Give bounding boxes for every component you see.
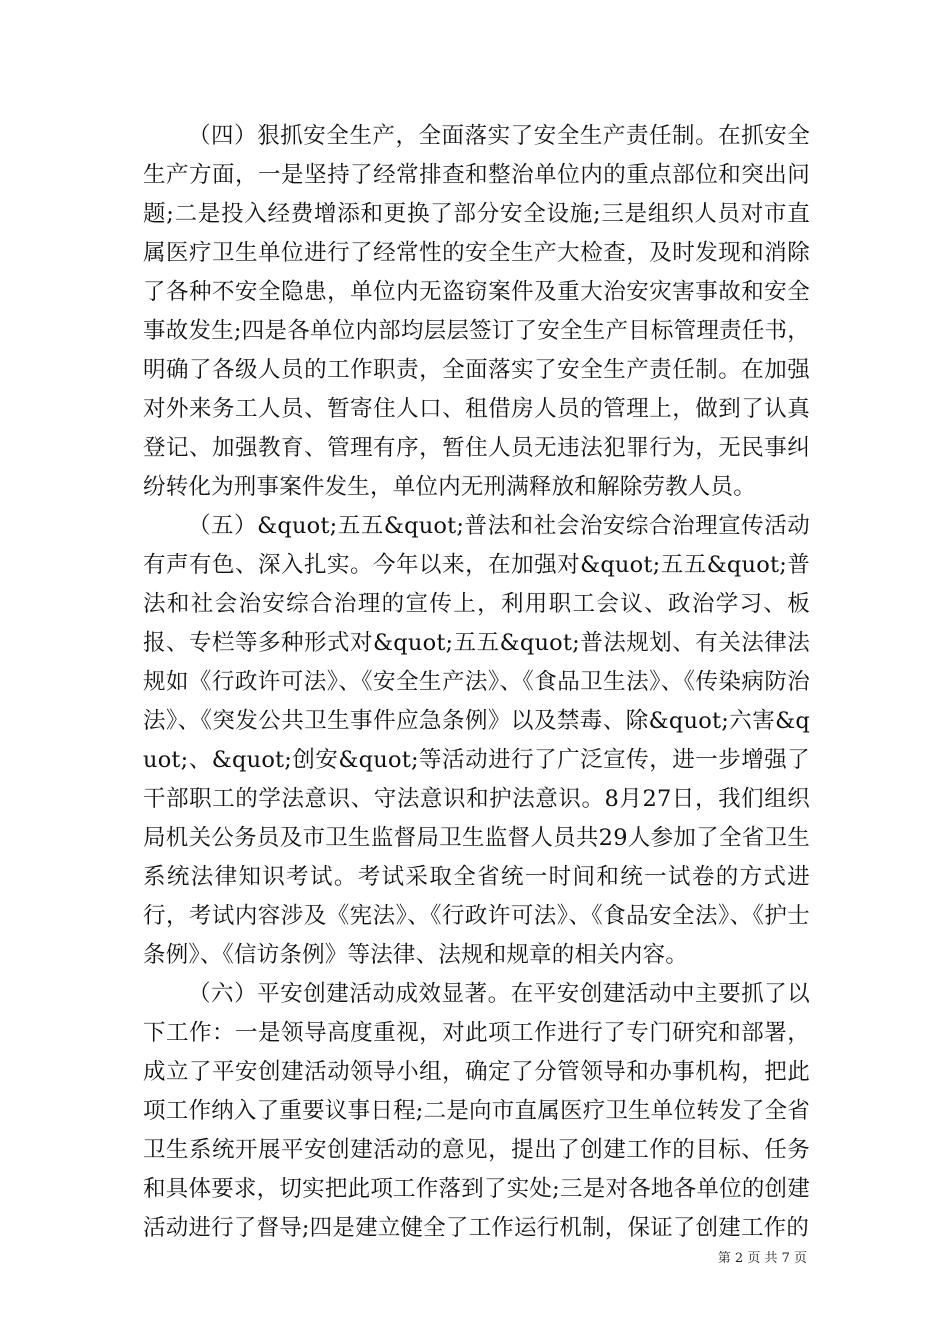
page-number: 第 2 页 共 7 页 (717, 1251, 807, 1266)
paragraph-four: （四）狠抓安全生产，全面落实了安全生产责任制。在抓安全生产方面，一是坚持了经常排查和整治单位内的重点部位和突出问题;二是投入经费增添和更换了部分安全设施;三是组织人员对市直属医疗卫生单位进行了经常性的安全生产大检查，及时发现和消除了各种不安全隐患，单位内无盗窃案件及重大治安灾害事故和安全事故发生;四是各单位内部均层层签订了安全生产目标管理责任书，明确了各级人员的工作职责，全面落实了安全生产责任制。在加强对外来务工人员、暂寄住人口、租借房人员的管理上，做到了认真登记、加强教育、管理有序，暂住人员无违法犯罪行为，无民事纠纷转化为刑事案件发生，单位内无刑满释放和解除劳教人员。 (143, 123, 810, 500)
paragraph-six: （六）平安创建活动成效显著。在平安创建活动中主要抓了以下工作：一是领导高度重视，对此项工作进行了专门研究和部署，成立了平安创建活动领导小组，确定了分管领导和办事机构，把此项工作纳入了重要议事日程;二是向市直属医疗卫生单位转发了全省卫生系统开展平安创建活动的意见，提出了创建工作的目标、任务和具体要求，切实把此项工作落到了实处;三是对各地各单位的创建活动进行了督导;四是建立健全了工作运行机制，保证了创建工作的 (143, 981, 810, 1241)
document-body (143, 117, 810, 1248)
paragraph-five: （五）&quot;五五&quot;普法和社会治安综合治理宣传活动有声有色、深入扎实。今年以来，在加强对&quot;五五&quot;普法和社会治安综合治理的宣传上，利用职工会议、政治学习、板报、专栏等多种形式对&quot;五五&quot;普法规划、有关法律法规如《行政许可法》、《安全生产法》、《食品卫生法》、《传染病防治法》、《突发公共卫生事件应急条例》以及禁毒、除&quot;六害&quot;、&quot;创安&quot;等活动进行了广泛宣传，进一步增强了干部职工的学法意识、守法意识和护法意识。8月27日，我们组织局机关公务员及市卫生监督局卫生监督人员共29人参加了全省卫生系统法律知识考试。考试采取全省统一时间和统一试卷的方式进行，考试内容涉及《宪法》、《行政许可法》、《食品安全法》、《护士条例》、《信访条例》等法律、法规和规章的相关内容。 (143, 513, 810, 968)
